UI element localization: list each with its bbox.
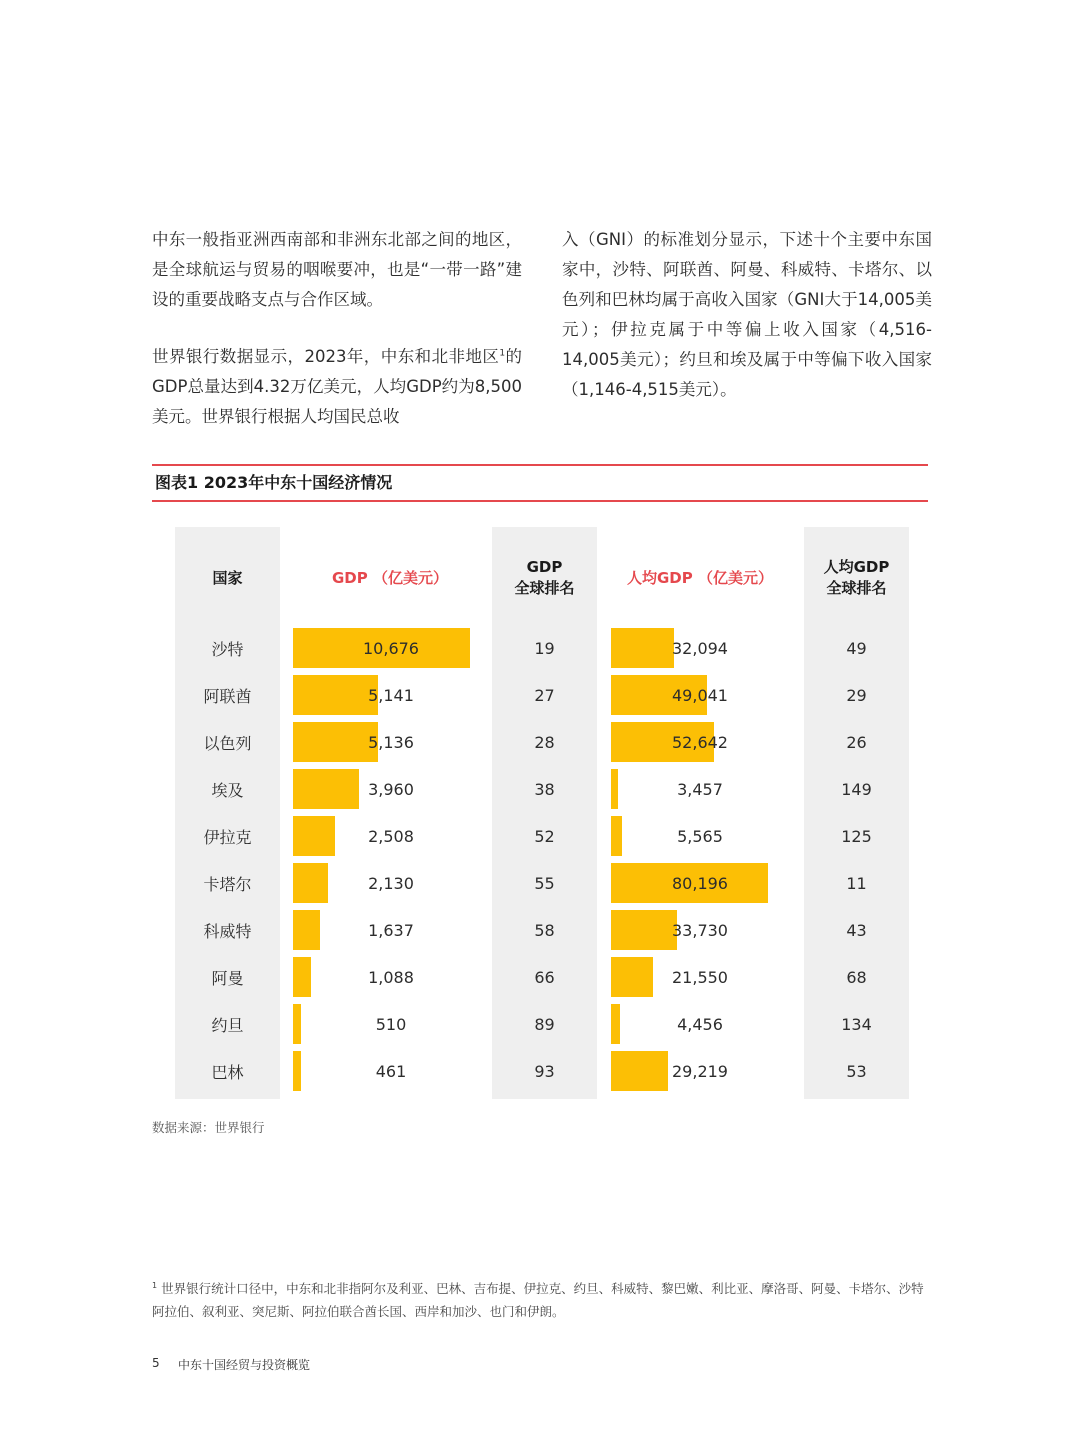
gdp-rank: 89 — [534, 1014, 555, 1034]
pc-gdp-rank: 53 — [846, 1061, 867, 1081]
gdp-rank: 55 — [534, 873, 555, 893]
country-name: 科威特 — [203, 921, 252, 941]
table-row — [0, 722, 1080, 762]
gdp-rank: 28 — [534, 732, 555, 752]
header-pc-rank-line-1: 人均GDP — [823, 558, 890, 576]
table-row — [0, 1004, 1080, 1044]
pc-gdp-rank: 49 — [846, 638, 867, 658]
gdp-rank: 19 — [534, 638, 555, 658]
pc-gdp-rank: 149 — [841, 779, 872, 799]
country-name: 阿曼 — [211, 968, 244, 988]
pc-gdp-value: 32,094 — [672, 638, 728, 658]
gdp-value: 461 — [375, 1061, 407, 1081]
pc-gdp-rank: 11 — [846, 873, 867, 893]
country-name: 以色列 — [203, 733, 252, 753]
table-row — [0, 628, 1080, 668]
country-name: 埃及 — [211, 780, 244, 800]
pc-gdp-value: 21,550 — [672, 967, 728, 987]
gdp-value: 3,960 — [368, 779, 414, 799]
header-gdp-rank-line-2: 全球排名 — [514, 579, 575, 597]
intro-paragraph-2-part-a: 世界银行数据显示，2023年，中东和北非地区 — [152, 347, 500, 366]
pc-gdp-rank: 43 — [846, 920, 867, 940]
document-title: 中东十国经贸与投资概览 — [178, 1358, 311, 1372]
pc-gdp-value: 3,457 — [677, 779, 723, 799]
table-row — [0, 769, 1080, 809]
header-gdp-rank — [492, 548, 597, 608]
header-country: 国家 — [212, 568, 243, 587]
country-name: 沙特 — [211, 639, 244, 659]
header-gdp-rank-line-1: GDP — [526, 558, 563, 576]
gdp-value: 10,676 — [363, 638, 419, 658]
figure-top-rule — [152, 464, 928, 466]
gdp-value: 5,141 — [368, 685, 414, 705]
gdp-rank: 58 — [534, 920, 555, 940]
gdp-value: 510 — [375, 1014, 407, 1034]
pc-gdp-value: 80,196 — [672, 873, 728, 893]
pc-gdp-rank: 134 — [841, 1014, 872, 1034]
pc-gdp-value: 4,456 — [677, 1014, 723, 1034]
intro-left-column — [152, 225, 522, 432]
data-source: 数据来源：世界银行 — [152, 1120, 265, 1135]
gdp-rank: 52 — [534, 826, 555, 846]
intro-paragraph-1: 中东一般指亚洲西南部和非洲东北部之间的地区，是全球航运与贸易的咽喉要冲，也是“一带一路”建设的重要战略支点与合作区域。 — [152, 230, 522, 309]
intro-paragraph-2 — [152, 342, 522, 432]
country-name: 巴林 — [211, 1062, 244, 1082]
footnote — [152, 1277, 932, 1323]
pc-gdp-rank: 125 — [841, 826, 872, 846]
table-row — [0, 957, 1080, 997]
gdp-rank: 93 — [534, 1061, 555, 1081]
table-row — [0, 816, 1080, 856]
intro-right-column — [562, 225, 932, 405]
pc-gdp-value: 5,565 — [677, 826, 723, 846]
pc-gdp-rank: 68 — [846, 967, 867, 987]
pc-gdp-rank: 26 — [846, 732, 867, 752]
header-pc-rank — [804, 548, 909, 608]
gdp-value: 2,508 — [368, 826, 414, 846]
country-name: 卡塔尔 — [203, 874, 252, 894]
table-row — [0, 675, 1080, 715]
figure-title: 图表1 2023年中东十国经济情况 — [155, 473, 393, 492]
gdp-value: 1,637 — [368, 920, 414, 940]
footnote-number: 1 — [152, 1280, 158, 1290]
footnote-text: 世界银行统计口径中，中东和北非指阿尔及利亚、巴林、吉布提、伊拉克、约旦、科威特、黎巴嫩、利比亚、摩洛哥、阿曼、卡塔尔、沙特阿拉伯、叙利亚、突尼斯、阿拉伯联合酋长国、西岸和加沙、也门和伊朗。 — [152, 1281, 924, 1319]
country-name: 约旦 — [211, 1015, 244, 1035]
pc-gdp-rank: 29 — [846, 685, 867, 705]
gdp-value: 1,088 — [368, 967, 414, 987]
country-name: 阿联酋 — [203, 686, 252, 706]
pc-gdp-value: 29,219 — [672, 1061, 728, 1081]
table-row — [0, 910, 1080, 950]
page-number: 5 — [152, 1356, 160, 1370]
pc-gdp-value: 49,041 — [672, 685, 728, 705]
gdp-rank: 38 — [534, 779, 555, 799]
table-row — [0, 863, 1080, 903]
header-gdp: GDP （亿美元） — [332, 568, 448, 587]
header-pc-gdp: 人均GDP （亿美元） — [627, 568, 773, 587]
pc-gdp-value: 33,730 — [672, 920, 728, 940]
gdp-value: 2,130 — [368, 873, 414, 893]
footnote-ref: 1 — [499, 348, 506, 359]
intro-paragraph-3: 入（GNI）的标准划分显示，下述十个主要中东国家中，沙特、阿联酋、阿曼、科威特、卡塔尔、以色列和巴林均属于高收入国家（GNI大于14,005美元）；伊拉克属于中等偏上收入国家（4,516-14,005美元）；约旦和埃及属于中等偏下收入国家（1,146-4,515美元）。 — [562, 230, 932, 399]
table-row — [0, 1051, 1080, 1091]
gdp-rank: 27 — [534, 685, 555, 705]
pc-gdp-value: 52,642 — [672, 732, 728, 752]
gdp-value: 5,136 — [368, 732, 414, 752]
figure-bottom-rule — [152, 500, 928, 502]
intro-paragraph-2-part-b: 的GDP总量达到4.32万亿美元，人均GDP约为8,500美元。世界银行根据人均国民总收 — [152, 347, 523, 426]
gdp-rank: 66 — [534, 967, 555, 987]
country-name: 伊拉克 — [203, 827, 252, 847]
header-pc-rank-line-2: 全球排名 — [826, 579, 887, 597]
